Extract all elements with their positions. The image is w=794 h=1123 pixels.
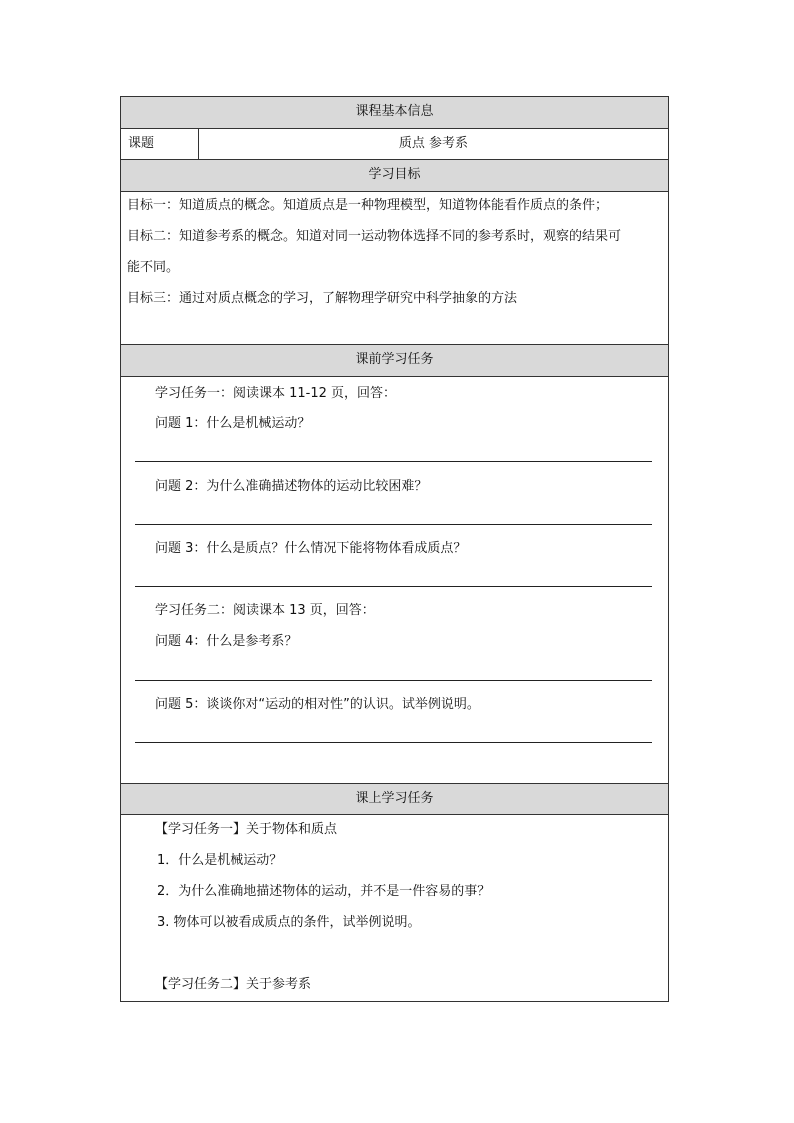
question-1: 问题 1：什么是机械运动？	[155, 416, 311, 431]
objective-line: 目标三：通过对质点概念的学习，了解物理学研究中科学抽象的方法	[127, 291, 518, 306]
in-class-task-one-title: 【学习任务一】关于物体和质点	[155, 822, 338, 837]
objectives-header: 学习目标	[121, 160, 668, 192]
pre-task-two: 学习任务二：阅读课本 13 页，回答：	[155, 603, 375, 618]
in-class-item-3: 3. 物体可以被看成质点的条件，试举例说明。	[157, 915, 421, 930]
answer-line	[135, 524, 652, 525]
pre-task-one: 学习任务一：阅读课本 11-12 页，回答：	[155, 386, 397, 401]
objective-line: 能不同。	[127, 260, 180, 275]
question-3: 问题 3：什么是质点？什么情况下能将物体看成质点？	[155, 541, 467, 556]
answer-line	[135, 742, 652, 743]
answer-line	[135, 586, 652, 587]
pre-class-header: 课前学习任务	[121, 345, 668, 377]
answer-line	[135, 461, 652, 462]
in-class-item-1: 1．什么是机械运动？	[157, 853, 283, 868]
pre-class-section	[121, 377, 668, 784]
topic-label: 课题	[121, 129, 199, 159]
in-class-header: 课上学习任务	[121, 784, 668, 815]
question-2: 问题 2：为什么准确描述物体的运动比较困难？	[155, 479, 428, 494]
topic-row	[121, 129, 668, 160]
in-class-section	[121, 815, 668, 1001]
lesson-plan-table	[120, 96, 669, 1002]
in-class-item-2: 2．为什么准确地描述物体的运动，并不是一件容易的事？	[157, 884, 491, 899]
objective-line: 目标二：知道参考系的概念。知道对同一运动物体选择不同的参考系时，观察的结果可	[127, 229, 622, 244]
answer-line	[135, 680, 652, 681]
question-5: 问题 5：谈谈你对“运动的相对性”的认识。试举例说明。	[155, 697, 480, 712]
topic-value: 质点 参考系	[398, 136, 469, 151]
objectives-section	[121, 192, 668, 345]
course-info-header: 课程基本信息	[121, 97, 668, 129]
objective-line: 目标一：知道质点的概念。知道质点是一种物理模型，知道物体能看作质点的条件；	[127, 198, 609, 213]
question-4: 问题 4：什么是参考系？	[155, 634, 298, 649]
in-class-task-two-title: 【学习任务二】关于参考系	[155, 977, 312, 992]
